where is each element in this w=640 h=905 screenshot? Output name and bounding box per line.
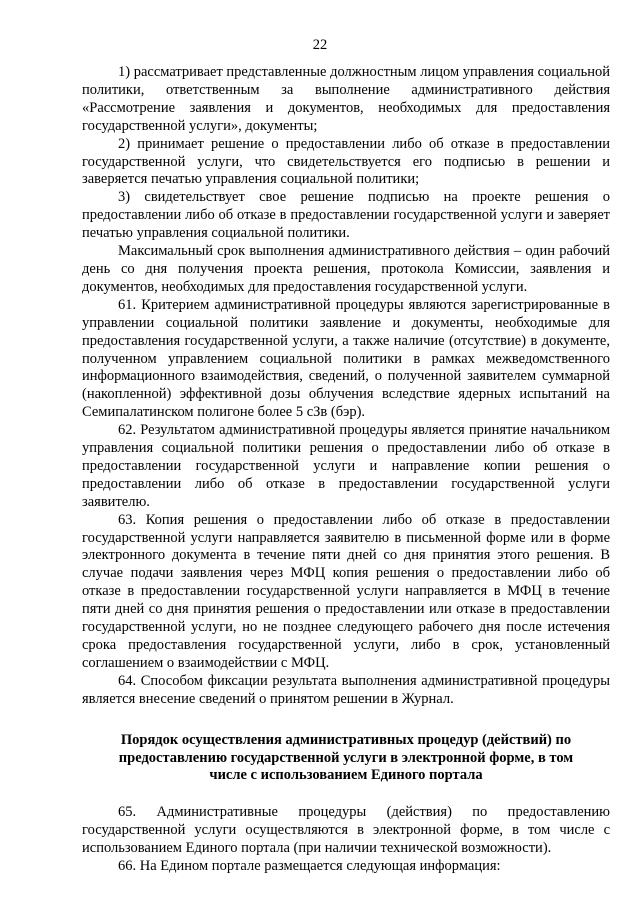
paragraph-item-1: 1) рассматривает представленные должностным лицом управления социальной политики, ответственным за выполнение административного действия «Рассмотрение заявления и документов, необходимых для предоставления государственной услуги», документы;	[82, 64, 610, 134]
paragraph-66: 66. На Едином портале размещается следующая информация:	[118, 858, 501, 875]
paragraph-61: 61. Критерием административной процедуры являются зарегистрированные в управлении социальной политики заявление и документы, необходимые для предоставления государственной услуги, а также наличие (отсутствие) в документе, полученном управлением социальной политики в рамках межведомственного информационного взаимодействия, сведений, о полученной заявителем суммарной (накопленной) эффективной дозы облучения вследствие ядерных испытаний на Семипалатинском полигоне более 5 сЗв (бэр).	[82, 296, 610, 421]
page-number: 22	[312, 37, 328, 53]
paragraph-item-2: 2) принимает решение о предоставлении либо об отказе в предоставлении государственной услуги, что свидетельствуется его подписью в решении и заверяется печатью управления социальной политики;	[82, 135, 610, 188]
paragraph-item-3: 3) свидетельствует свое решение подписью на проекте решения о предоставлении либо об отказе в предоставлении государственной услуги и заверяет печатью управления социальной политики.	[82, 189, 610, 242]
paragraph-62: 62. Результатом административной процедуры является принятие начальником управления социальной политики решения о предоставлении либо об отказе в предоставлении государственной услуги и направление копии решения о предоставлении либо об отказе в предоставлении государственной услуги заявителю.	[82, 422, 610, 510]
section-heading: Порядок осуществления административных процедур (действий) по предоставлению государственной услуги в электронной форме, в том числе с использованием Единого портала	[118, 731, 574, 784]
paragraph-65: 65. Административные процедуры (действия) по предоставлению государственной услуги осуществляются в электронной форме, в том числе с использованием Единого портала (при наличии технической возможности).	[82, 804, 610, 857]
paragraph-64: 64. Способом фиксации результата выполнения административной процедуры является внесение сведений о принятом решении в Журнал.	[82, 672, 610, 707]
paragraph-max-term: Максимальный срок выполнения административного действия – один рабочий день со дня получения проекта решения, протокола Комиссии, заявления и документов, необходимых для предоставления государственной услуги.	[82, 243, 610, 295]
document-body	[82, 64, 610, 876]
paragraph-63: 63. Копия решения о предоставлении либо об отказе в предоставлении государственной услуги направляется заявителю в письменной форме или в форме электронного документа в течение пяти дней со дня принятия этого решения. В случае подачи заявления через МФЦ копия решения о предоставлении либо об отказе в предоставлении государственной услуги направляется в МФЦ в течение пяти дней со дня принятия решения о предоставлении или отказе в предоставлении государственной услуги, но не позднее следующего рабочего дня после истечения срока предоставления государственной услуги, либо в срок, установленный соглашением о взаимодействии с МФЦ.	[82, 511, 610, 671]
